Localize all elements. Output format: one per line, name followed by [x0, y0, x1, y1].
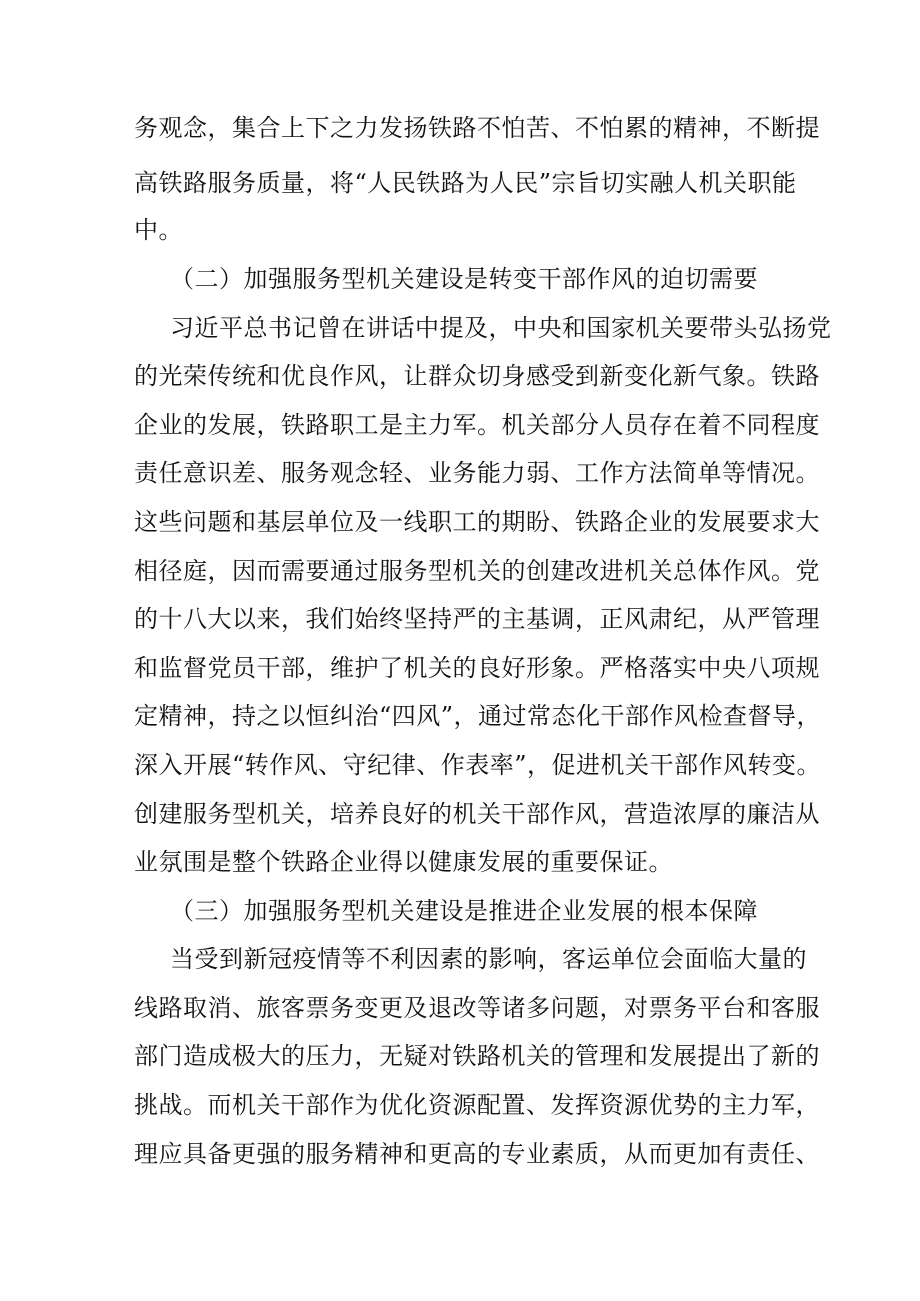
body-text-line: 习近平总书记曾在讲话中提及，中央和国家机关要带头弘扬党: [170, 314, 832, 342]
body-text-line: 创建服务型机关，培养良好的机关干部作风，营造浓厚的廉洁从: [134, 800, 820, 828]
body-text-line: 相径庭，因而需要通过服务型机关的创建改进机关总体作风。党: [134, 557, 820, 585]
body-text-line: 高铁路服务质量，将“人民铁路为人民”宗旨切实融人机关职能: [134, 169, 797, 197]
body-text-line: 务观念，集合上下之力发扬铁路不怕苦、不怕累的精神，不断提: [134, 114, 820, 142]
body-text-line: 责任意识差、服务观念轻、业务能力弱、工作方法简单等情况。: [134, 459, 820, 487]
body-text-line: 部门造成极大的压力，无疑对铁路机关的管理和发展提出了新的: [134, 1042, 820, 1070]
body-text-line: 线路取消、旅客票务变更及退改等诸多问题，对票务平台和客服: [134, 994, 820, 1022]
body-text-line: 深入开展“转作风、守纪律、作表率”，促进机关干部作风转变。: [134, 751, 822, 779]
body-text-line: 中。: [134, 216, 183, 244]
body-text-line: 和监督党员干部，维护了机关的良好形象。严格落实中央八项规: [134, 654, 820, 682]
body-text-line: 业氛围是整个铁路企业得以健康发展的重要保证。: [134, 848, 673, 876]
body-text-line: 的十八大以来，我们始终坚持严的主基调，正风肃纪，从严管理: [134, 605, 820, 633]
body-text-line: 这些问题和基层单位及一线职工的期盼、铁路企业的发展要求大: [134, 508, 820, 536]
section-heading-2: （二）加强服务型机关建设是转变干部作风的迫切需要: [170, 265, 758, 293]
body-text-line: 当受到新冠疫情等不利因素的影响，客运单位会面临大量的: [170, 945, 807, 973]
section-heading-3: （三）加强服务型机关建设是推进企业发展的根本保障: [170, 897, 758, 925]
body-text-line: 理应具备更强的服务精神和更高的专业素质，从而更加有责任、: [134, 1140, 820, 1168]
body-text-line: 的光荣传统和优良作风，让群众切身感受到新变化新气象。铁路: [134, 362, 820, 390]
body-text-line: 定精神，持之以恒纠治“四风”，通过常态化干部作风检查督导，: [134, 702, 822, 730]
body-text-line: 挑战。而机关干部作为优化资源配置、发挥资源优势的主力军，: [134, 1091, 820, 1119]
body-text-line: 企业的发展，铁路职工是主力军。机关部分人员存在着不同程度: [134, 411, 820, 439]
